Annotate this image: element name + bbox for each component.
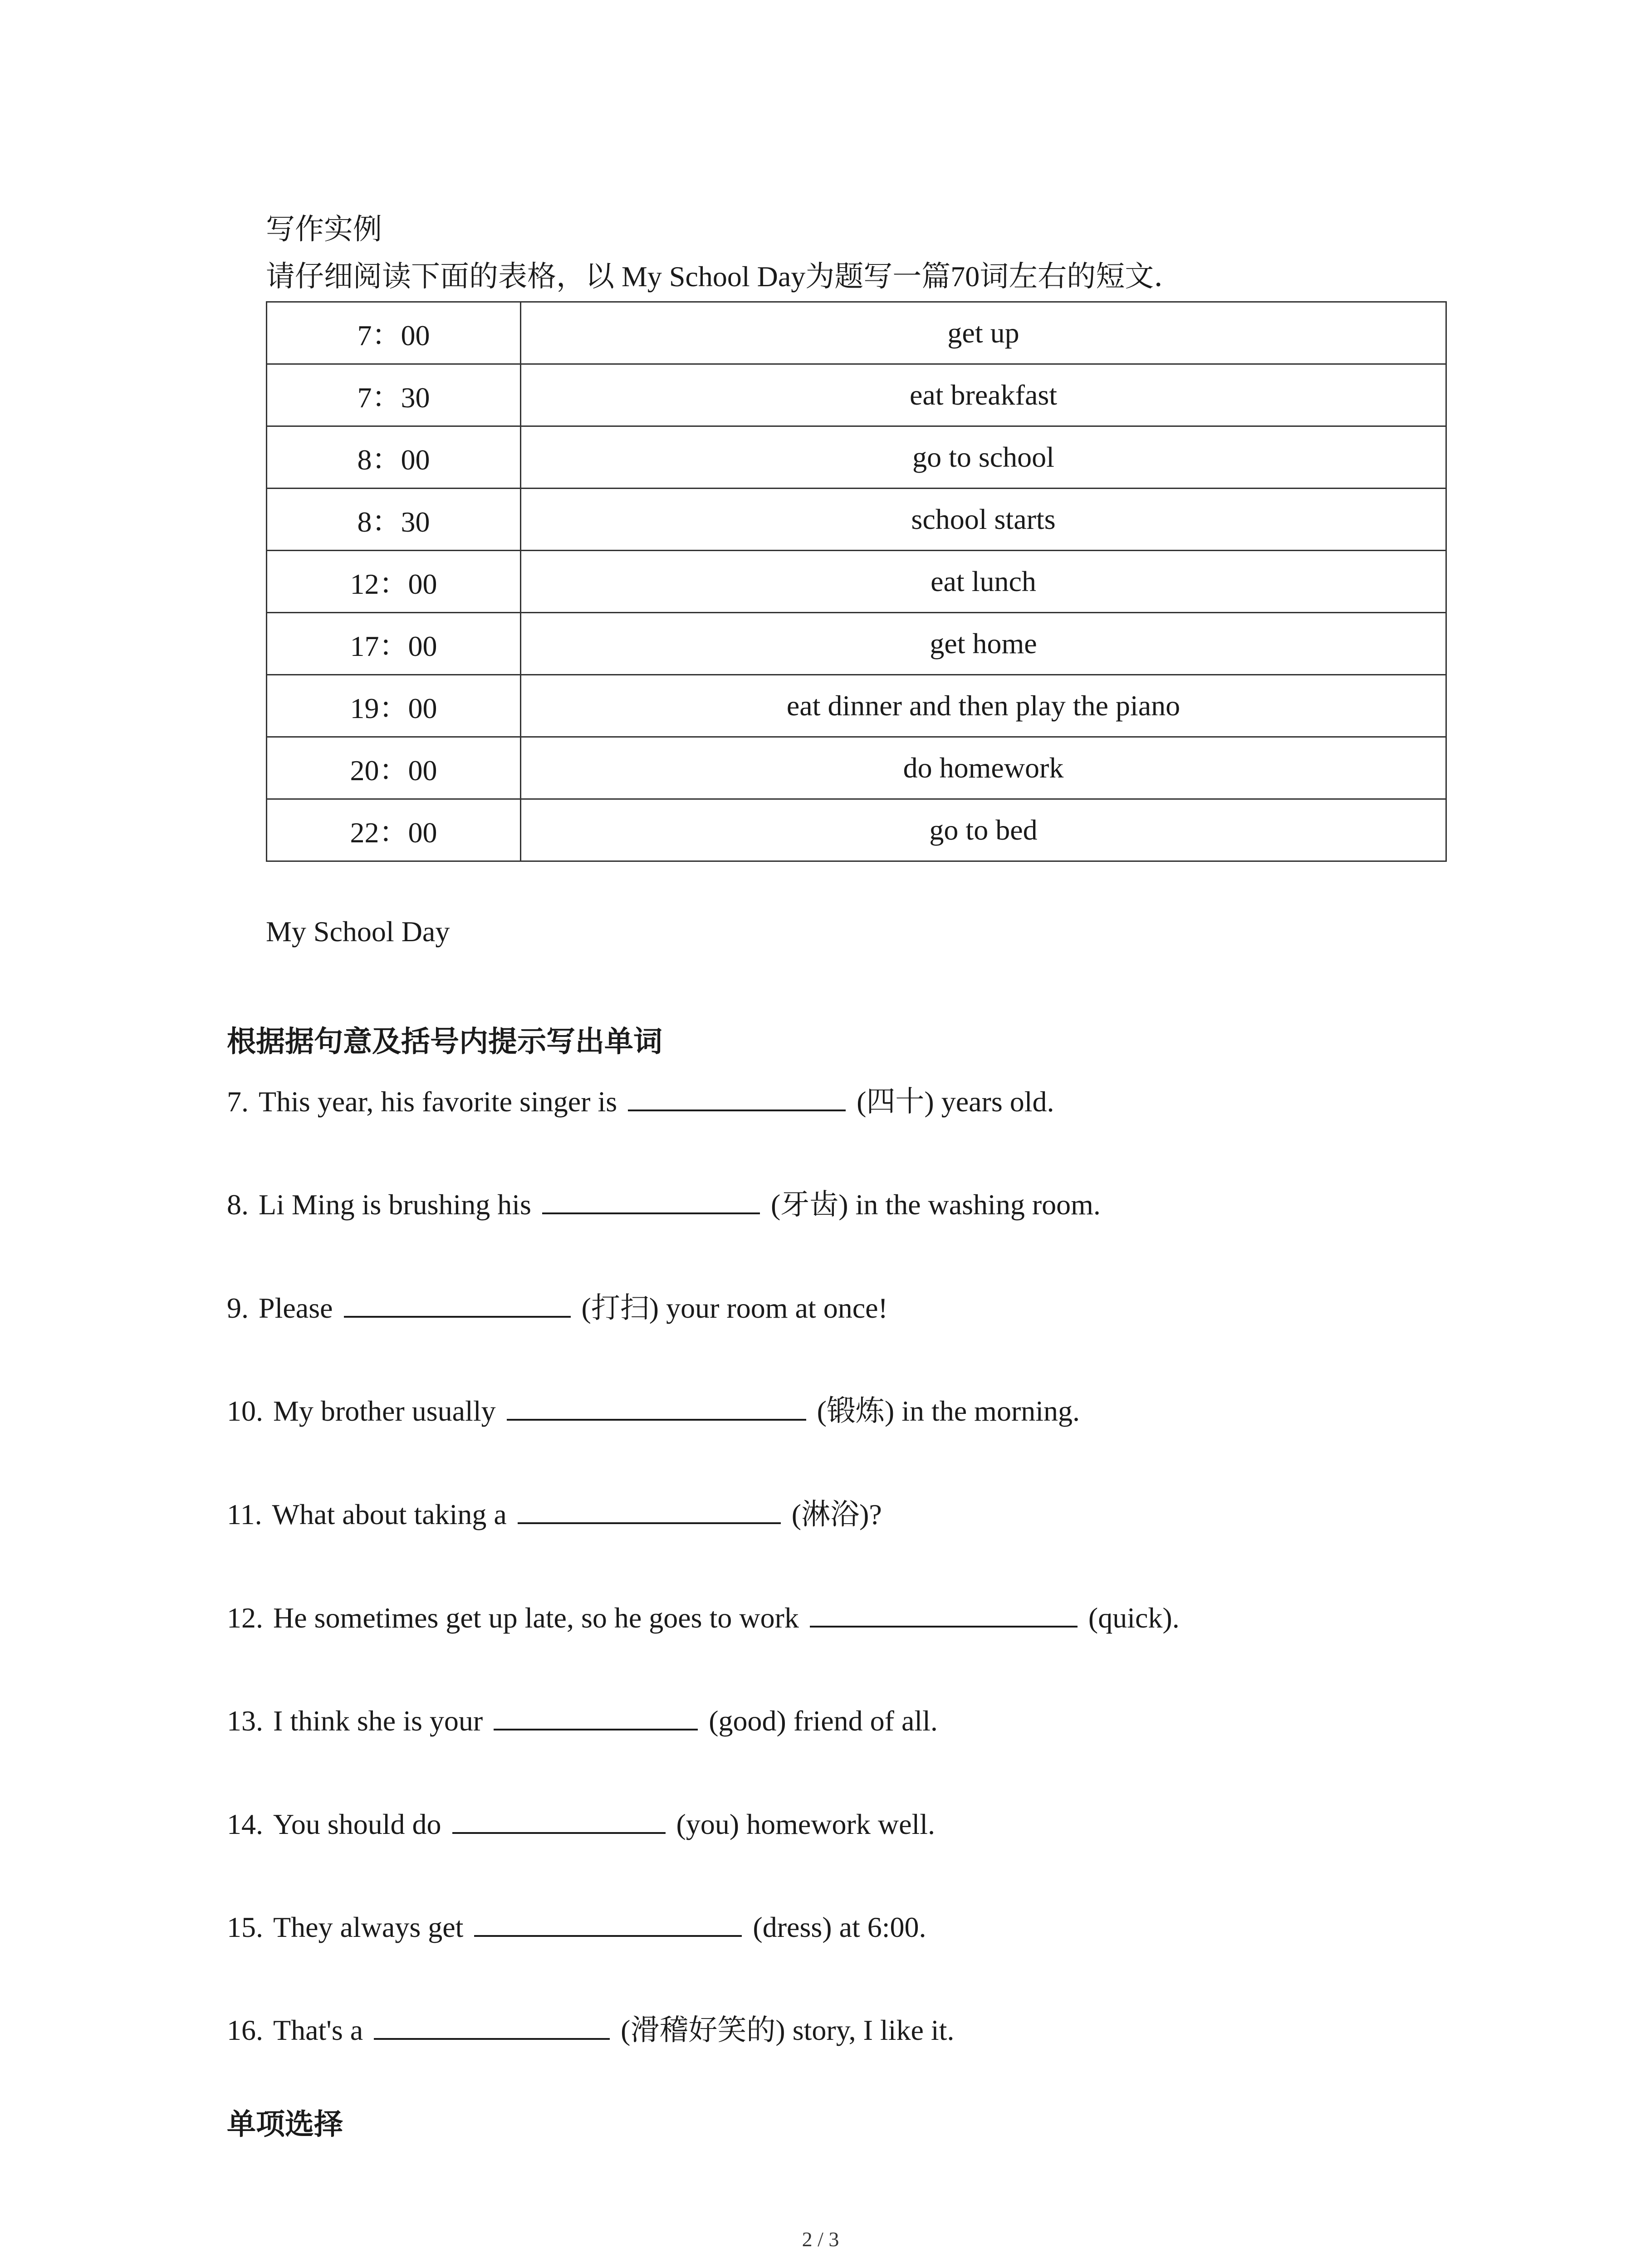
question-15 <box>227 1910 926 1942</box>
schedule-table <box>266 301 1447 862</box>
answer-blank[interactable] <box>507 1393 806 1421</box>
table-row <box>267 489 1446 551</box>
question-number: 12. <box>227 1602 263 1634</box>
page-number: 2 / 3 <box>802 2228 839 2251</box>
question-text-after: (锻炼) in the morning. <box>817 1395 1080 1427</box>
question-text-after: (good) friend of all. <box>709 1705 938 1737</box>
time-cell: 7：00 <box>267 302 521 364</box>
answer-blank[interactable] <box>474 1910 742 1937</box>
question-text-after: (四十) years old. <box>857 1085 1054 1118</box>
question-number: 8. <box>227 1188 249 1221</box>
activity-cell: school starts <box>521 489 1446 551</box>
essay-title: My School Day <box>266 915 450 948</box>
question-text-before: I think she is your <box>273 1705 483 1737</box>
question-text-before: Please <box>259 1292 333 1324</box>
question-text-after: (quick). <box>1088 1602 1180 1634</box>
question-number: 15. <box>227 1911 263 1943</box>
table-row <box>267 737 1446 799</box>
answer-blank[interactable] <box>810 1600 1078 1628</box>
activity-cell: eat breakfast <box>521 364 1446 426</box>
question-10 <box>227 1393 1080 1426</box>
writing-instruction: 请仔细阅读下面的表格，以 My School Day为题写一篇70词左右的短文． <box>266 260 1183 293</box>
time-cell: 20：00 <box>267 737 521 799</box>
question-number: 10. <box>227 1395 263 1427</box>
time-cell: 12：00 <box>267 551 521 613</box>
table-row <box>267 426 1446 489</box>
question-12 <box>227 1600 1180 1633</box>
activity-cell: eat lunch <box>521 551 1446 613</box>
activity-cell: get home <box>521 613 1446 675</box>
question-number: 13. <box>227 1705 263 1737</box>
table-row <box>267 551 1446 613</box>
activity-cell: do homework <box>521 737 1446 799</box>
question-number: 16. <box>227 2014 263 2046</box>
table-row <box>267 364 1446 426</box>
question-number: 14. <box>227 1808 263 1840</box>
question-text-after: (牙齿) in the washing room. <box>770 1188 1101 1221</box>
answer-blank[interactable] <box>628 1084 846 1111</box>
question-14 <box>227 1807 935 1839</box>
activity-cell: go to school <box>521 426 1446 489</box>
activity-cell: get up <box>521 302 1446 364</box>
question-number: 9. <box>227 1292 249 1324</box>
question-7 <box>227 1084 1054 1116</box>
time-cell: 22：00 <box>267 799 521 861</box>
question-11 <box>227 1497 882 1529</box>
table-row <box>267 799 1446 861</box>
question-text-before: Li Ming is brushing his <box>259 1188 531 1221</box>
activity-cell: eat dinner and then play the piano <box>521 675 1446 737</box>
question-text-after: (淋浴)? <box>791 1498 882 1530</box>
question-text-before: What about taking a <box>272 1498 507 1530</box>
question-text-before: He sometimes get up late, so he goes to work <box>273 1602 799 1634</box>
answer-blank[interactable] <box>542 1187 760 1214</box>
answer-blank[interactable] <box>452 1807 666 1834</box>
table-row <box>267 675 1446 737</box>
writing-title: 写作实例 <box>266 213 382 245</box>
question-text-before: They always get <box>273 1911 464 1943</box>
question-8 <box>227 1187 1101 1219</box>
answer-blank[interactable] <box>374 2013 610 2040</box>
section-heading-fill: 根据据句意及括号内提示写出单词 <box>227 1026 662 1058</box>
time-cell: 8：30 <box>267 489 521 551</box>
question-text-after: (dress) at 6:00. <box>753 1911 926 1943</box>
question-text-before: This year, his favorite singer is <box>259 1085 617 1118</box>
time-cell: 7：30 <box>267 364 521 426</box>
answer-blank[interactable] <box>344 1290 571 1318</box>
activity-cell: go to bed <box>521 799 1446 861</box>
table-row <box>267 302 1446 364</box>
question-text-after: (you) homework well. <box>676 1808 936 1840</box>
table-row <box>267 613 1446 675</box>
question-text-after: (滑稽好笑的) story, I like it. <box>621 2014 955 2046</box>
question-9 <box>227 1290 888 1323</box>
time-cell: 8：00 <box>267 426 521 489</box>
question-text-after: (打扫) your room at once! <box>581 1292 888 1324</box>
time-cell: 19：00 <box>267 675 521 737</box>
question-16 <box>227 2013 954 2045</box>
question-text-before: That's a <box>273 2014 363 2046</box>
question-13 <box>227 1703 938 1735</box>
question-number: 11. <box>227 1498 262 1530</box>
answer-blank[interactable] <box>518 1497 781 1524</box>
section-heading-choice: 单项选择 <box>227 2108 343 2141</box>
answer-blank[interactable] <box>494 1703 698 1730</box>
time-cell: 17：00 <box>267 613 521 675</box>
question-text-before: My brother usually <box>273 1395 496 1427</box>
question-text-before: You should do <box>273 1808 441 1840</box>
question-number: 7. <box>227 1085 249 1118</box>
